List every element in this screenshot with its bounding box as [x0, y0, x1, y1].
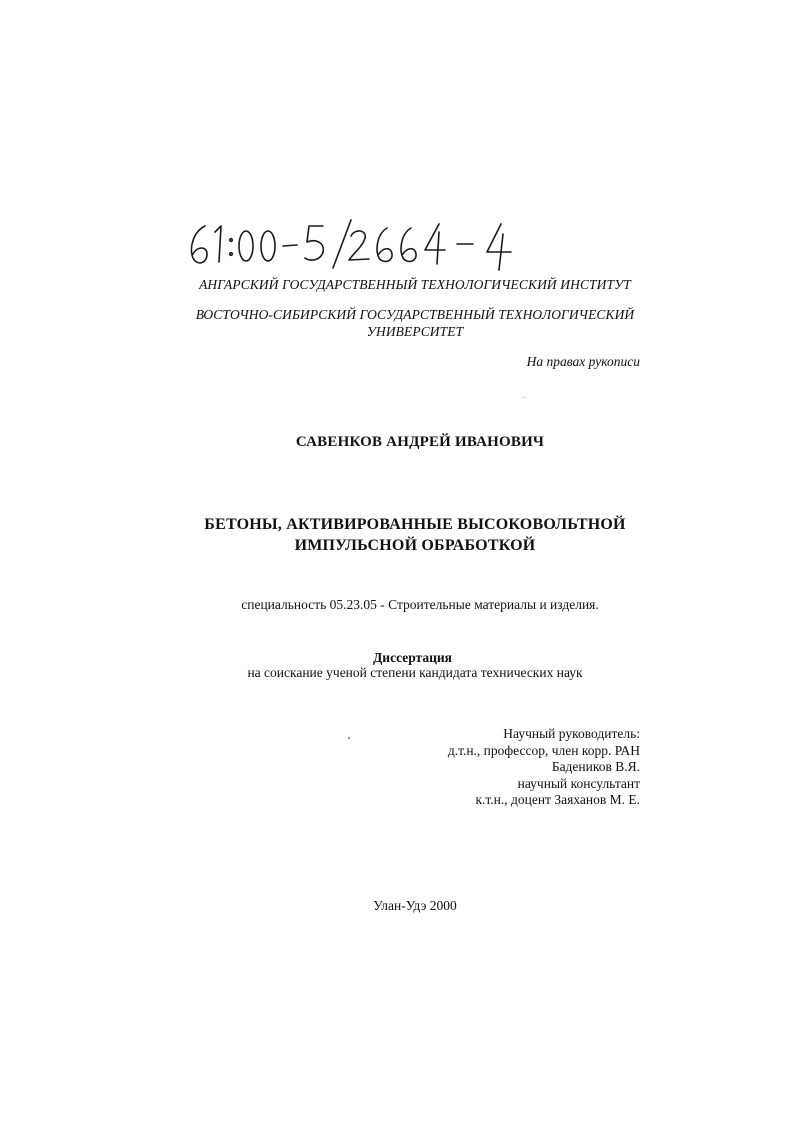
institution-2: ВОСТОЧНО-СИБИРСКИЙ ГОСУДАРСТВЕННЫЙ ТЕХНОЛОГИЧЕСКИЙ УНИВЕРСИТЕТ: [195, 307, 635, 339]
scan-speck: [524, 397, 525, 398]
handwritten-number-svg: [183, 212, 553, 274]
title-line-2: ИМПУЛЬСНОЙ ОБРАБОТКОЙ: [294, 537, 536, 554]
institution-1: АНГАРСКИЙ ГОСУДАРСТВЕННЫЙ ТЕХНОЛОГИЧЕСКИЙ ИНСТИТУТ: [199, 277, 631, 292]
author-name: САВЕНКОВ АНДРЕЙ ИВАНОВИЧ: [295, 434, 545, 450]
dissertation-degree-line: на соискание ученой степени кандидата технических наук: [247, 665, 583, 680]
advisor-line-5: к.т.н., доцент Заяханов М. Е.: [475, 792, 640, 807]
advisor-line-3: Бадеников В.Я.: [551, 759, 640, 774]
advisor-line-2: д.т.н., профессор, член корр. РАН: [447, 742, 640, 758]
advisor-line-1: Научный руководитель:: [503, 726, 640, 741]
title-line-1: БЕТОНЫ, АКТИВИРОВАННЫЕ ВЫСОКОВОЛЬТНОЙ: [204, 516, 626, 533]
specialty-line: специальность 05.23.05 - Строительные материалы и изделия.: [241, 597, 599, 612]
dissertation-heading: Диссертация: [373, 650, 452, 665]
rights-note: На правах рукописи: [526, 354, 640, 369]
city-year: Улан-Удэ 2000: [373, 898, 457, 913]
scan-speck: [348, 737, 350, 739]
handwritten-catalog-number: [183, 212, 553, 274]
advisor-line-4: научный консультант: [517, 775, 640, 791]
dissertation-title: [165, 514, 665, 556]
advisor-block: [380, 726, 640, 809]
